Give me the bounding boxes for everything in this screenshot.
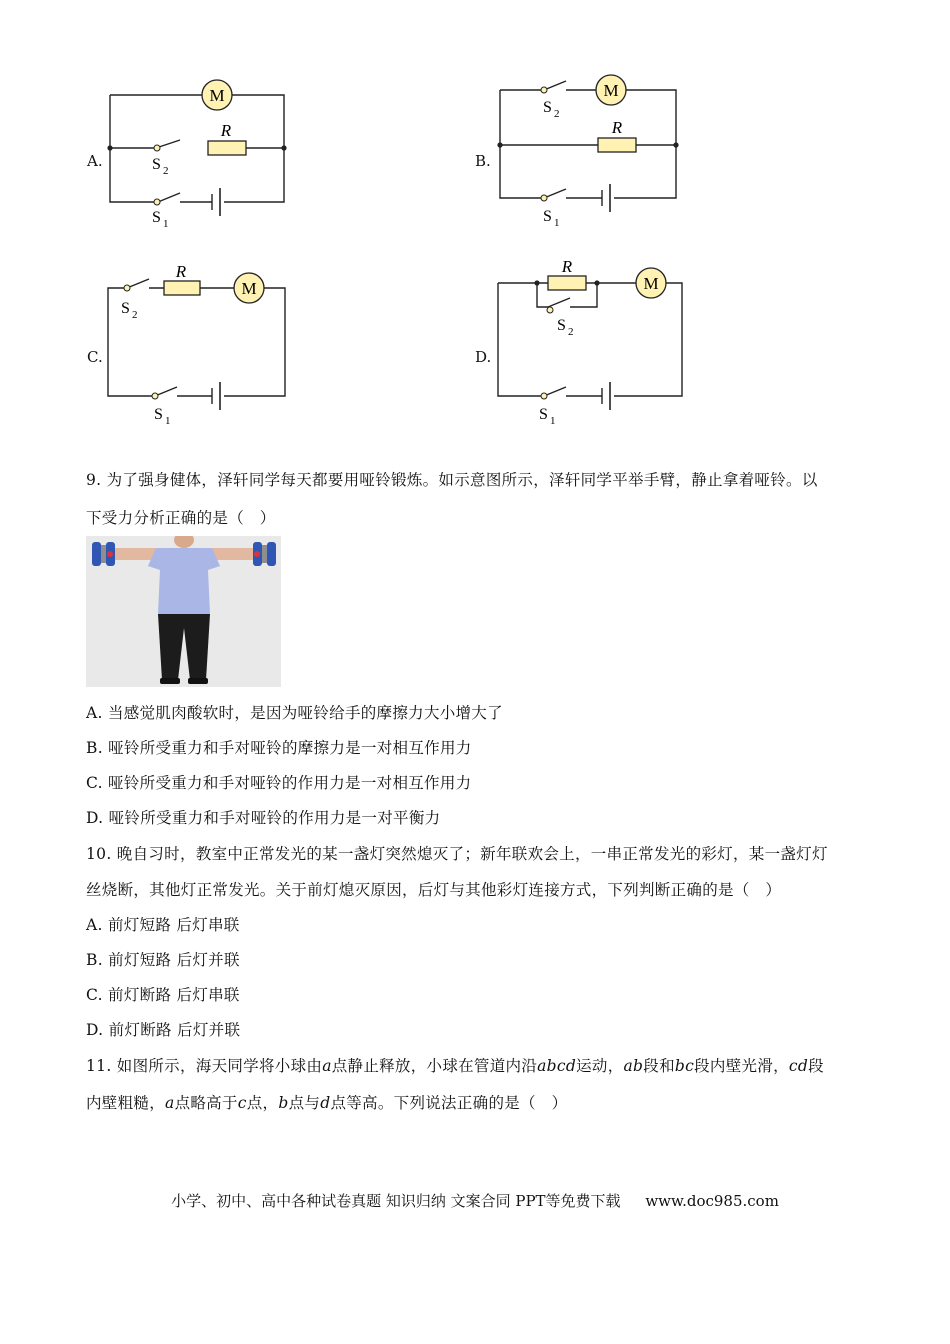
switch-s2-sub: 2 [163, 165, 169, 177]
q9-stem-line1: 9. 为了强身健体，泽轩同学每天都要用哑铃锻炼。如示意图所示，泽轩同学平举手臂，静止拿着哑铃。以 [86, 471, 818, 489]
resistor-label: R [611, 118, 623, 137]
switch-s1-sub: 1 [163, 218, 169, 230]
switch-s1-label: S [543, 208, 552, 225]
switch-s1-sub: 1 [165, 415, 171, 427]
circuit-diagram-d [490, 250, 690, 435]
switch-s2-label: S [152, 156, 161, 173]
q9-option-d: D. 哑铃所受重力和手对哑铃的作用力是一对平衡力 [86, 809, 441, 827]
option-label-c: C. [87, 348, 103, 366]
motor-label: M [209, 86, 225, 105]
switch-s1-label: S [152, 209, 161, 226]
q10-stem-line1: 10. 晚自习时，教室中正常发光的某一盏灯突然熄灭了；新年联欢会上，一串正常发光的彩灯，某一盏灯灯 [86, 845, 828, 863]
q10-stem-line2: 丝烧断，其他灯正常发光。关于前灯熄灭原因，后灯与其他彩灯连接方式，下列判断正确的是（ ） [86, 881, 782, 899]
circuit-diagram-b [490, 68, 690, 233]
resistor-label: R [175, 262, 187, 281]
q10-option-c: C. 前灯断路 后灯串联 [86, 986, 240, 1004]
q11-stem-line2: 内壁粗糙，a点略高于c点，b点与d点等高。下列说法正确的是（ ） [86, 1094, 568, 1112]
switch-s2-label: S [557, 317, 566, 334]
switch-s2-label: S [543, 99, 552, 116]
circuit-diagram-c [100, 258, 300, 433]
q9-option-c: C. 哑铃所受重力和手对哑铃的作用力是一对相互作用力 [86, 774, 472, 792]
option-label-d: D. [475, 348, 492, 366]
q11-stem-line1: 11. 如图所示，海天同学将小球由a点静止释放，小球在管道内沿abcd运动，ab段和bc段内壁光滑，cd段 [86, 1057, 824, 1075]
footer-text: 小学、初中、高中各种试卷真题 知识归纳 文案合同 PPT等免费下载 [171, 1192, 621, 1210]
q9-option-b: B. 哑铃所受重力和手对哑铃的摩擦力是一对相互作用力 [86, 739, 472, 757]
motor-label: M [241, 279, 257, 298]
motor-label: M [643, 274, 659, 293]
switch-s1-sub: 1 [554, 217, 560, 229]
switch-s1-label: S [154, 406, 163, 423]
option-label-b: B. [475, 152, 491, 170]
page-footer [0, 1190, 950, 1211]
switch-s2-sub: 2 [132, 309, 138, 321]
resistor-label: R [220, 121, 232, 140]
switch-s2-sub: 2 [568, 326, 574, 338]
q10-option-a: A. 前灯短路 后灯串联 [86, 916, 240, 934]
footer-url[interactable]: www.doc985.com [645, 1192, 779, 1210]
q9-option-a: A. 当感觉肌肉酸软时，是因为哑铃给手的摩擦力大小增大了 [86, 704, 503, 722]
option-label-a: A. [87, 152, 103, 170]
dumbbell-exercise-photo [86, 536, 281, 687]
q10-option-b: B. 前灯短路 后灯并联 [86, 951, 240, 969]
motor-label: M [603, 81, 619, 100]
switch-s2-sub: 2 [554, 108, 560, 120]
switch-s2-label: S [121, 300, 130, 317]
switch-s1-sub: 1 [550, 415, 556, 427]
resistor-label: R [561, 257, 573, 276]
circuit-diagram-a [100, 70, 300, 235]
q10-option-d: D. 前灯断路 后灯并联 [86, 1021, 241, 1039]
q9-stem-line2: 下受力分析正确的是（ ） [86, 509, 276, 527]
switch-s1-label: S [539, 406, 548, 423]
